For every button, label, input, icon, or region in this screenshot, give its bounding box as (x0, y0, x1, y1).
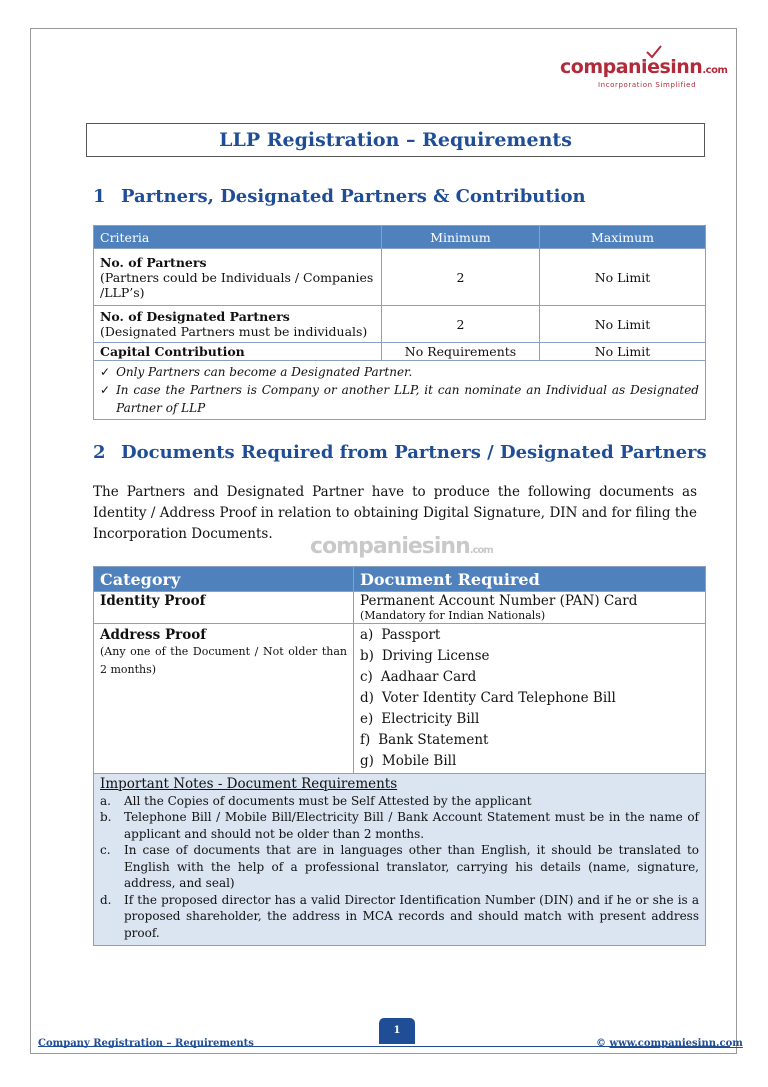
footer-title: Company Registration – Requirements (38, 1038, 254, 1049)
list-item: c) Aadhaar Card (360, 669, 477, 685)
address-proof-cell (94, 624, 354, 774)
website-link[interactable]: www.companiesinn.com (609, 1038, 743, 1049)
important-notes-title: Important Notes - Document Requirements (100, 776, 398, 792)
list-item: b) Driving License (360, 648, 490, 664)
important-notes-row (94, 774, 706, 946)
col-maximum: Maximum (540, 226, 706, 249)
address-proof-docs (354, 624, 706, 774)
copyright-symbol: © (596, 1038, 606, 1049)
table-header-row (94, 226, 706, 249)
footer-copyright (596, 1038, 743, 1049)
table-row (94, 306, 706, 343)
max-cell: No Limit (540, 249, 706, 306)
page-number: 1 (379, 1018, 415, 1044)
list-item: d. If the proposed director has a valid Director Identification Number (DIN) and if he or she is a proposed shareholder, the address in MCA records and should match with present address proof. (100, 892, 699, 940)
table-row (94, 249, 706, 306)
criteria-desc: (Partners could be Individuals / Companies /LLP’s) (100, 269, 374, 300)
criteria-label: No. of Partners (100, 254, 207, 270)
max-cell: No Limit (540, 343, 706, 361)
checkmark-icon: ✓ (100, 365, 111, 379)
partners-table (93, 225, 706, 420)
table-header-row (94, 567, 706, 592)
note-text: In case the Partners is Company or another LLP, it can nominate an Individual as Designated Partner of LLP (116, 383, 699, 415)
companiesinn-logo (560, 48, 728, 94)
criteria-desc: (Designated Partners must be individuals) (100, 324, 368, 339)
min-cell: 2 (382, 249, 540, 306)
identity-doc-note: (Mandatory for Indian Nationals) (360, 609, 546, 622)
identity-proof-label: Identity Proof (94, 592, 354, 624)
address-proof-label: Address Proof (100, 627, 207, 643)
identity-proof-doc (354, 592, 706, 624)
address-proof-note: (Any one of the Document / Not older than 2 months) (100, 645, 347, 676)
section-1-heading: 1 Partners, Designated Partners & Contribution (93, 186, 586, 207)
criteria-cell (94, 306, 382, 343)
logo-wordmark: companiesinn.com (560, 56, 728, 78)
list-item: a. All the Copies of documents must be Self Attested by the applicant (100, 793, 532, 808)
min-cell: No Requirements (382, 343, 540, 361)
logo-tagline: Incorporation Simplified (598, 81, 697, 89)
identity-doc-text: Permanent Account Number (PAN) Card (360, 593, 638, 609)
col-category: Category (94, 567, 354, 592)
note-text: Only Partners can become a Designated Partner. (116, 365, 413, 379)
table-row (94, 624, 706, 774)
section-2-paragraph: The Partners and Designated Partner have to produce the following documents as Identity / Address Proof in relation to obtaining Digital Signature, DIN and for filing the Incorporation Documents. (93, 484, 697, 542)
list-item: a) Passport (360, 627, 441, 643)
criteria-cell (94, 249, 382, 306)
min-cell: 2 (382, 306, 540, 343)
max-cell: No Limit (540, 306, 706, 343)
important-notes-cell (94, 774, 706, 946)
col-minimum: Minimum (382, 226, 540, 249)
list-item: g) Mobile Bill (360, 753, 457, 769)
list-item: b. Telephone Bill / Mobile Bill/Electricity Bill / Bank Account Statement must be in the name of applicant and should not be older than 2 months. (100, 810, 699, 841)
col-document-required: Document Required (354, 567, 706, 592)
table-row (94, 592, 706, 624)
notes-cell (94, 361, 706, 420)
address-proof-list (360, 625, 699, 772)
table-row (94, 343, 706, 361)
criteria-label: No. of Designated Partners (100, 309, 290, 324)
list-item: e) Electricity Bill (360, 711, 480, 727)
documents-table (93, 566, 706, 946)
list-item (100, 363, 699, 381)
notes-row (94, 361, 706, 420)
list-item (100, 381, 699, 417)
col-criteria: Criteria (94, 226, 382, 249)
list-item: f) Bank Statement (360, 732, 489, 748)
list-item: c. In case of documents that are in languages other than English, it should be translated to English with the help of a professional translator, carrying his details (name, signature, address, and seal) (100, 843, 699, 890)
criteria-cell: Capital Contribution (94, 343, 382, 361)
list-item: d) Voter Identity Card Telephone Bill (360, 690, 616, 706)
section-2-heading: 2 Documents Required from Partners / Designated Partners (93, 442, 707, 463)
page-title: LLP Registration – Requirements (86, 123, 705, 157)
checkmark-icon: ✓ (100, 383, 111, 397)
watermark: companiesinn.com (310, 534, 493, 559)
